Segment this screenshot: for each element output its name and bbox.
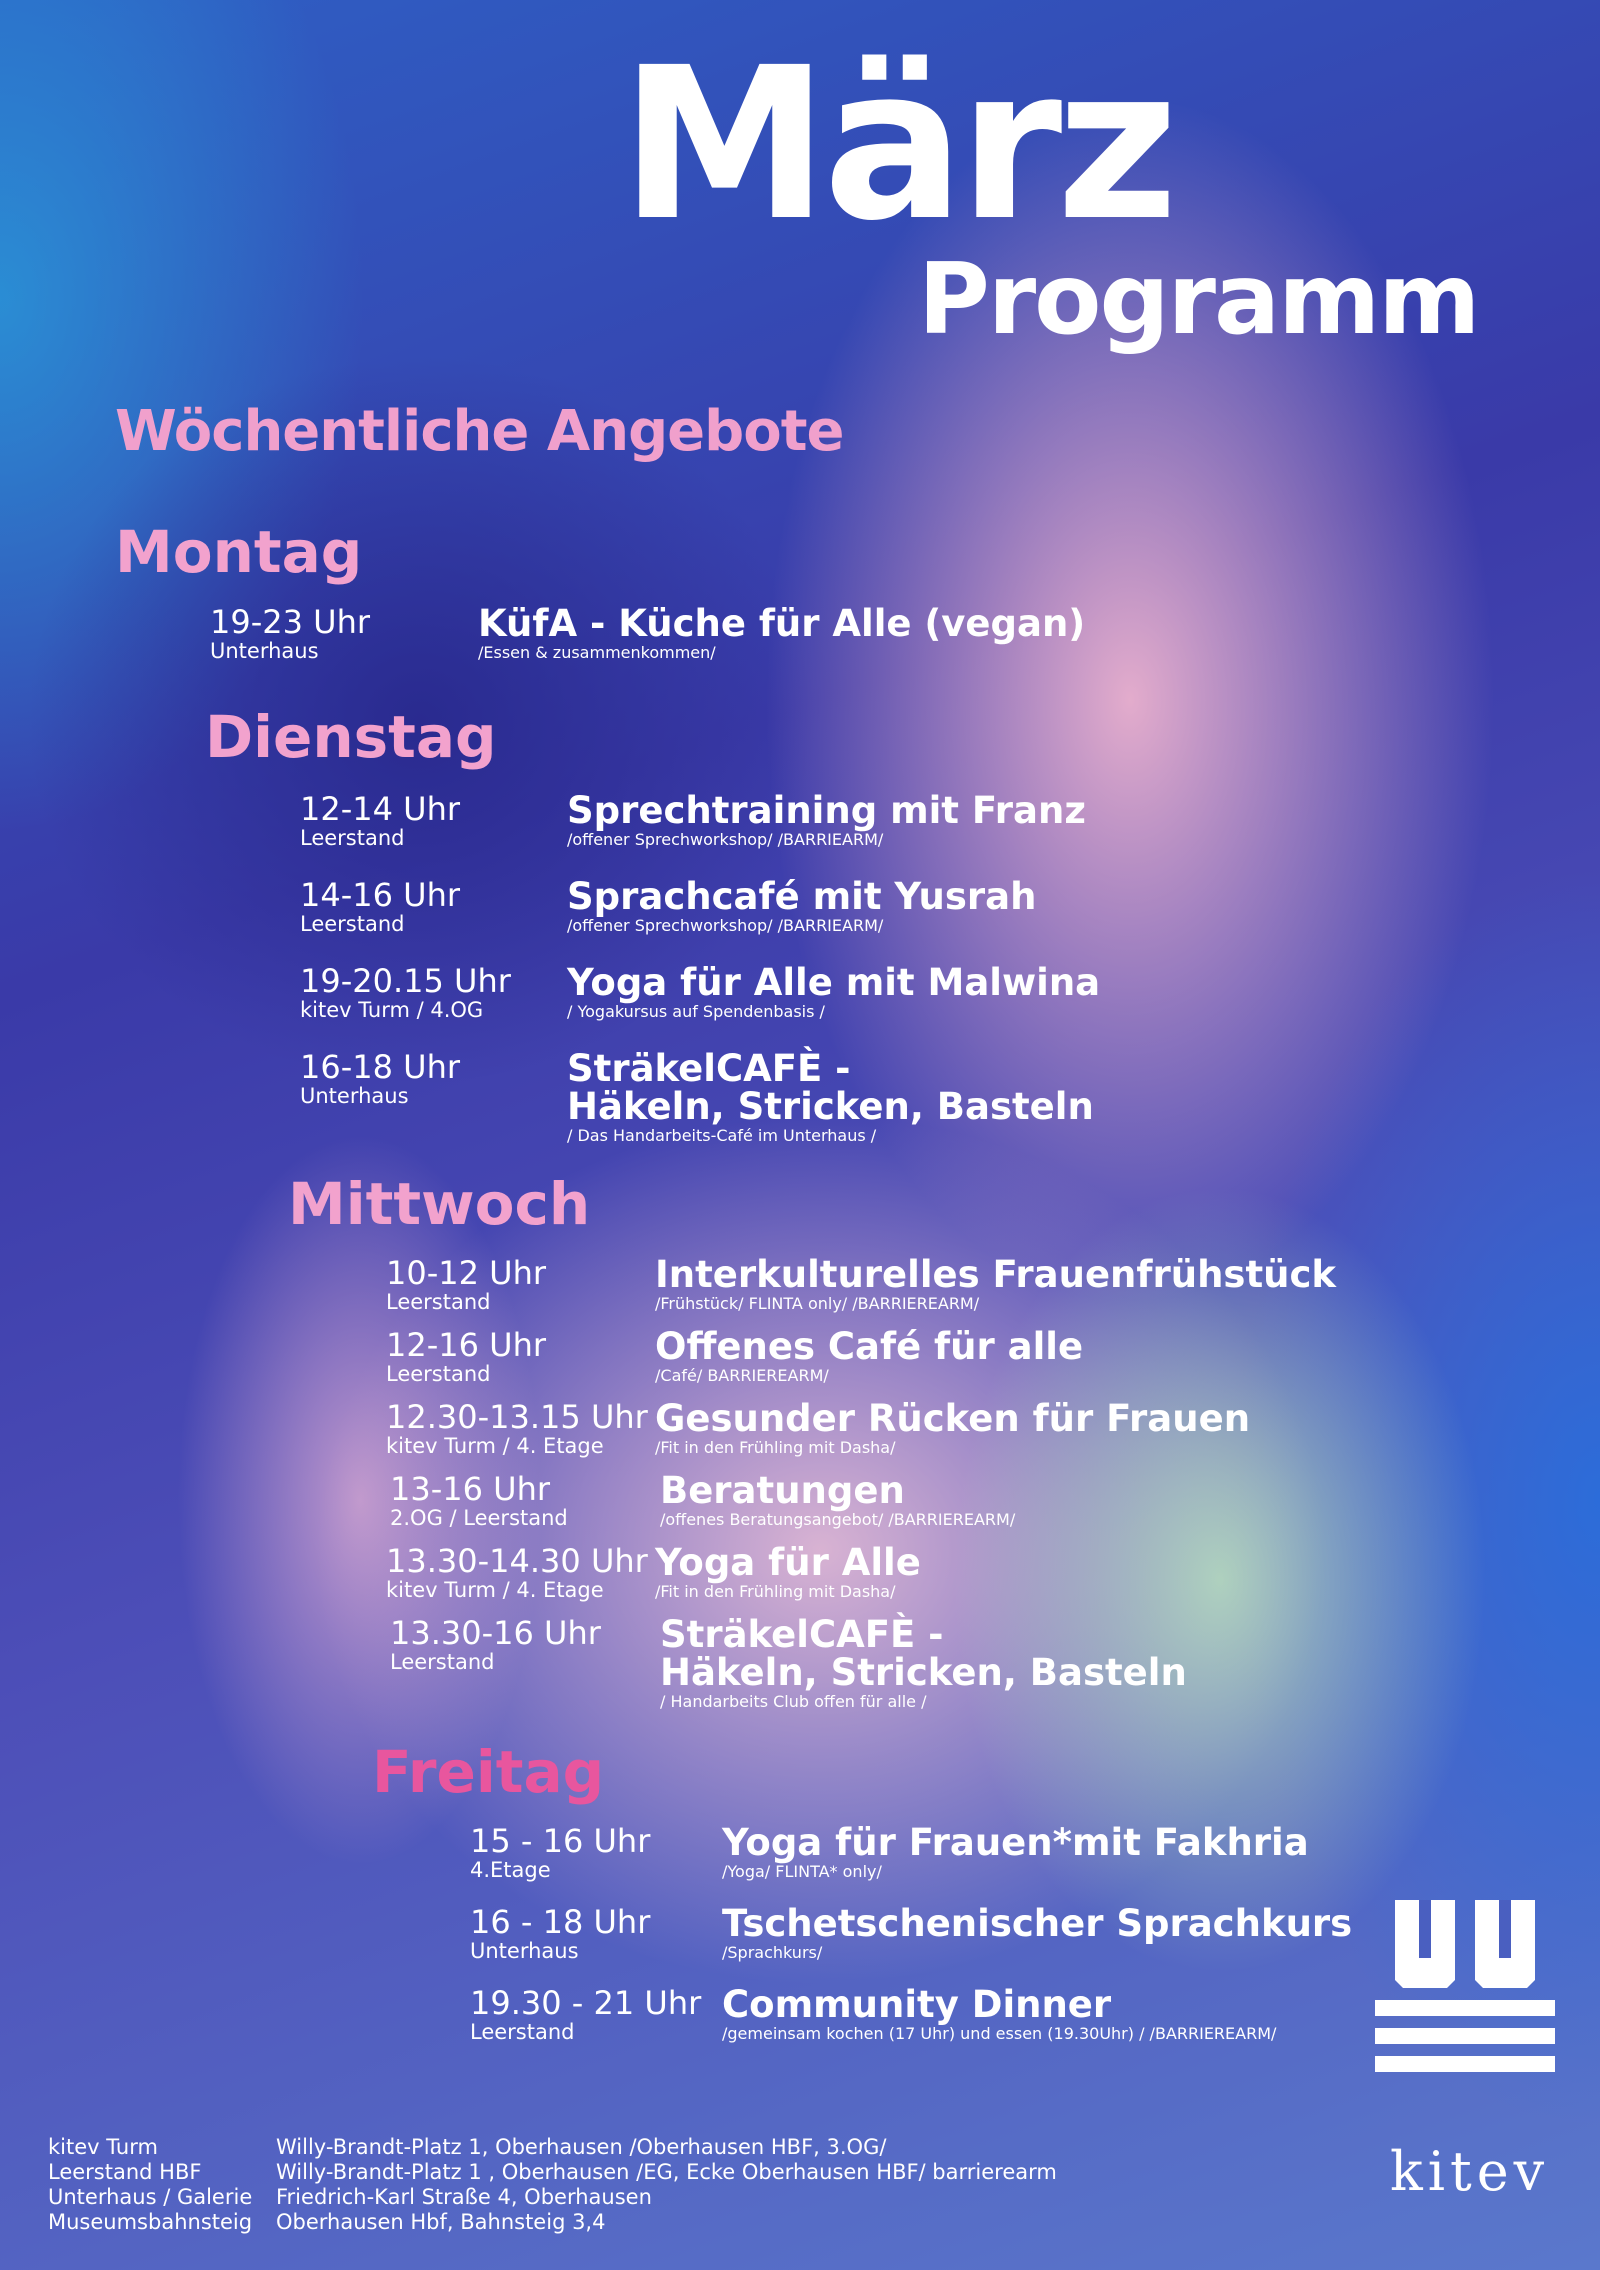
event-location: Leerstand bbox=[300, 912, 405, 936]
event-title: Offenes Café für alle bbox=[655, 1325, 1084, 1368]
event-time-block bbox=[390, 1616, 601, 1674]
event-title: Beratungen bbox=[660, 1469, 905, 1512]
venue-name: Unterhaus / Galerie bbox=[48, 2185, 253, 2209]
event-note: / Das Handarbeits-Café im Unterhaus / bbox=[567, 1126, 877, 1145]
event-time: 13.30-14.30 Uhr bbox=[386, 1542, 648, 1580]
event-time-block bbox=[470, 1986, 701, 2044]
event-time-block bbox=[386, 1328, 546, 1386]
event-title: KüfA - Küche für Alle (vegan) bbox=[478, 602, 1086, 645]
section-heading: Wöchentliche Angebote bbox=[115, 399, 844, 464]
event-time: 15 - 16 Uhr bbox=[470, 1822, 651, 1860]
event-note: /Sprachkurs/ bbox=[722, 1943, 823, 1962]
event-title: Yoga für Alle bbox=[655, 1541, 921, 1584]
event-time: 12-14 Uhr bbox=[300, 790, 461, 828]
event-info bbox=[567, 789, 1086, 850]
event-info bbox=[655, 1325, 1084, 1386]
venue-name: kitev Turm bbox=[48, 2135, 158, 2159]
event-title: Community Dinner bbox=[722, 1983, 1112, 2026]
day-heading-friday: Freitag bbox=[372, 1738, 605, 1806]
event-title: SträkelCAFÈ - bbox=[567, 1047, 851, 1090]
event-time-block bbox=[386, 1544, 648, 1602]
footer-venue-names bbox=[48, 2135, 252, 2235]
event-location: kitev Turm / 4. Etage bbox=[386, 1578, 604, 1602]
event-time: 12.30-13.15 Uhr bbox=[386, 1398, 648, 1436]
event-time: 19-20.15 Uhr bbox=[300, 962, 511, 1000]
event-title: Yoga für Frauen*mit Fakhria bbox=[722, 1821, 1309, 1864]
event-time: 12-16 Uhr bbox=[386, 1326, 547, 1364]
event-time-block bbox=[300, 1050, 460, 1108]
event-location: Leerstand bbox=[470, 2020, 575, 2044]
event-title: Tschetschenischer Sprachkurs bbox=[722, 1902, 1353, 1945]
event-info bbox=[655, 1541, 921, 1602]
venue-address: Friedrich-Karl Straße 4, Oberhausen bbox=[276, 2185, 652, 2209]
event-time-block bbox=[210, 605, 370, 663]
month-title: März bbox=[620, 22, 1173, 267]
footer-venue-addresses bbox=[276, 2135, 1057, 2235]
event-time-block bbox=[386, 1400, 648, 1458]
event-time: 10-12 Uhr bbox=[386, 1254, 547, 1292]
event-info bbox=[722, 1983, 1277, 2044]
event-title: Gesunder Rücken für Frauen bbox=[655, 1397, 1251, 1440]
event-note: /Frühstück/ FLINTA only/ /BARRIEREARM/ bbox=[655, 1294, 980, 1313]
day-heading-wednesday: Mittwoch bbox=[288, 1170, 591, 1238]
event-time-block bbox=[470, 1905, 650, 1963]
event-note: /offener Sprechworkshop/ /BARRIEARM/ bbox=[567, 916, 884, 935]
event-time-block bbox=[470, 1824, 650, 1882]
event-note: / Yogakursus auf Spendenbasis / bbox=[567, 1002, 825, 1021]
event-note: / Handarbeits Club offen für alle / bbox=[660, 1692, 927, 1711]
event-title: Interkulturelles Frauenfrühstück bbox=[655, 1253, 1337, 1296]
venue-address: Oberhausen Hbf, Bahnsteig 3,4 bbox=[276, 2210, 606, 2234]
event-info bbox=[567, 875, 1037, 936]
event-note: /Fit in den Frühling mit Dasha/ bbox=[655, 1438, 896, 1457]
event-location: Unterhaus bbox=[470, 1939, 579, 1963]
event-time: 13-16 Uhr bbox=[390, 1470, 551, 1508]
event-location: Unterhaus bbox=[300, 1084, 409, 1108]
event-note: /offenes Beratungsangebot/ /BARRIEREARM/ bbox=[660, 1510, 1016, 1529]
day-heading-monday: Montag bbox=[115, 518, 363, 586]
event-title: Sprachcafé mit Yusrah bbox=[567, 875, 1037, 918]
event-location: Leerstand bbox=[390, 1650, 495, 1674]
venue-address: Willy-Brandt-Platz 1, Oberhausen /Oberhausen HBF, 3.OG/ bbox=[276, 2135, 887, 2159]
event-time: 16-18 Uhr bbox=[300, 1048, 461, 1086]
event-info bbox=[660, 1613, 1187, 1712]
event-time-block bbox=[386, 1256, 546, 1314]
program-subtitle: Programm bbox=[918, 243, 1479, 357]
event-title: Yoga für Alle mit Malwina bbox=[567, 961, 1101, 1004]
event-time-block bbox=[390, 1472, 568, 1530]
event-time-block bbox=[300, 878, 460, 936]
event-location: Unterhaus bbox=[210, 639, 319, 663]
event-info bbox=[655, 1253, 1337, 1314]
kitev-logo-icon bbox=[1375, 1900, 1555, 2080]
event-info bbox=[478, 602, 1086, 663]
event-time: 16 - 18 Uhr bbox=[470, 1903, 651, 1941]
event-time-block bbox=[300, 964, 511, 1022]
venue-name: Leerstand HBF bbox=[48, 2160, 202, 2184]
kitev-logo-wordmark: kitev bbox=[1390, 2140, 1550, 2203]
event-note: /Essen & zusammenkommen/ bbox=[478, 643, 716, 662]
event-title: Sprechtraining mit Franz bbox=[567, 789, 1086, 832]
event-info bbox=[722, 1821, 1309, 1882]
event-location: kitev Turm / 4. Etage bbox=[386, 1434, 604, 1458]
event-time: 19-23 Uhr bbox=[210, 603, 371, 641]
event-title-line2: Häkeln, Stricken, Basteln bbox=[567, 1085, 1094, 1128]
event-time-block bbox=[300, 792, 460, 850]
event-location: kitev Turm / 4.OG bbox=[300, 998, 484, 1022]
event-time: 19.30 - 21 Uhr bbox=[470, 1984, 702, 2022]
event-location: 4.Etage bbox=[470, 1858, 551, 1882]
venue-address: Willy-Brandt-Platz 1 , Oberhausen /EG, Ecke Oberhausen HBF/ barrierearm bbox=[276, 2160, 1057, 2184]
event-note: /Yoga/ FLINTA* only/ bbox=[722, 1862, 882, 1881]
event-location: Leerstand bbox=[386, 1290, 491, 1314]
event-note: /Fit in den Frühling mit Dasha/ bbox=[655, 1582, 896, 1601]
event-location: 2.OG / Leerstand bbox=[390, 1506, 568, 1530]
event-location: Leerstand bbox=[386, 1362, 491, 1386]
event-note: /offener Sprechworkshop/ /BARRIEARM/ bbox=[567, 830, 884, 849]
event-location: Leerstand bbox=[300, 826, 405, 850]
venue-name: Museumsbahnsteig bbox=[48, 2210, 253, 2234]
day-heading-tuesday: Dienstag bbox=[205, 703, 497, 771]
event-time: 13.30-16 Uhr bbox=[390, 1614, 601, 1652]
event-info bbox=[567, 1047, 1094, 1146]
event-info bbox=[567, 961, 1101, 1022]
event-note: /Café/ BARRIEREARM/ bbox=[655, 1366, 829, 1385]
event-info bbox=[655, 1397, 1251, 1458]
event-title-line2: Häkeln, Stricken, Basteln bbox=[660, 1651, 1187, 1694]
event-title: SträkelCAFÈ - bbox=[660, 1613, 944, 1656]
event-note: /gemeinsam kochen (17 Uhr) und essen (19.30Uhr) / /BARRIEREARM/ bbox=[722, 2024, 1277, 2043]
event-info bbox=[660, 1469, 1016, 1530]
event-time: 14-16 Uhr bbox=[300, 876, 461, 914]
event-info bbox=[722, 1902, 1353, 1963]
